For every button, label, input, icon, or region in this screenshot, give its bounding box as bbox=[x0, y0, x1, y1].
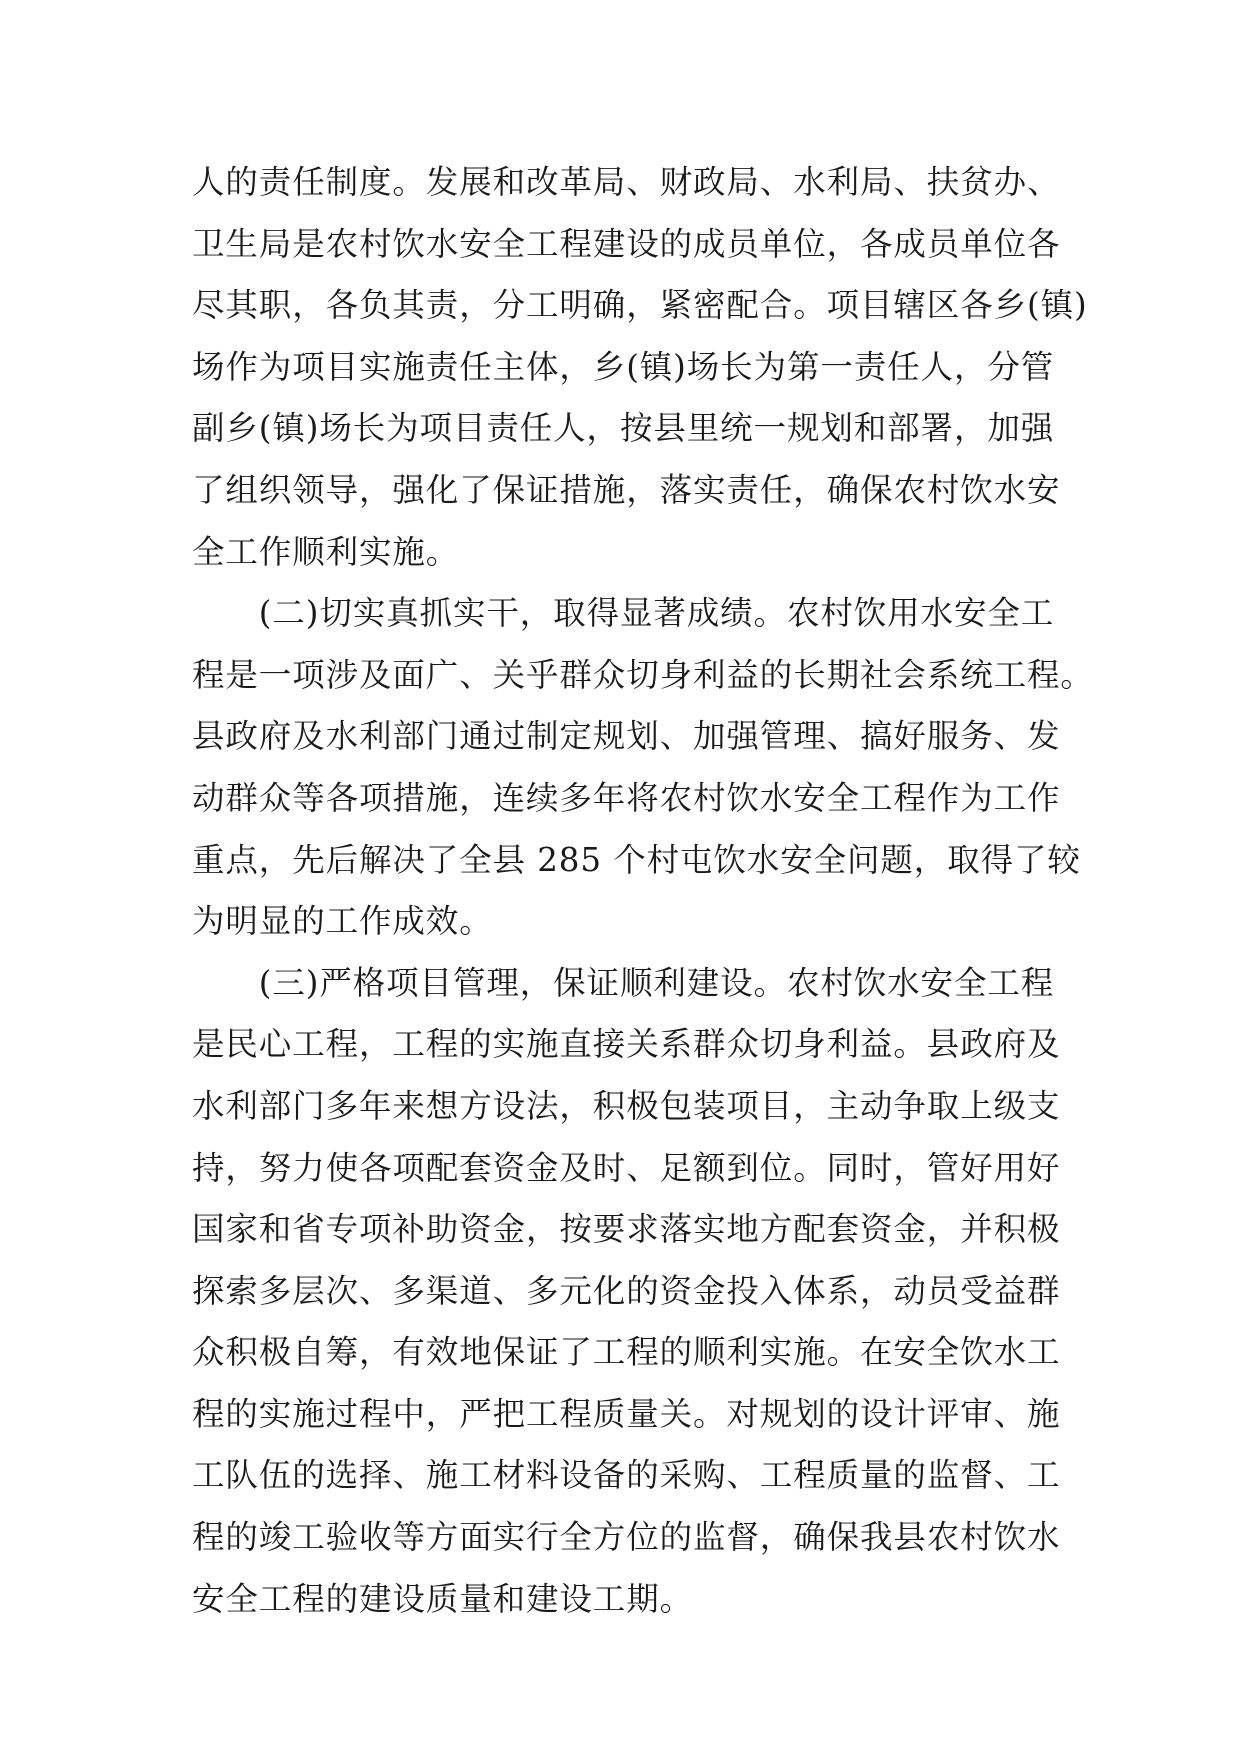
text-line: 水利部门多年来想方设法，积极包装项目，主动争取上级支 bbox=[192, 1086, 1061, 1125]
text-line: 尽其职，各负其责，分工明确，紧密配合。项目辖区各乡(镇) bbox=[192, 286, 1088, 325]
text-line: 众积极自筹，有效地保证了工程的顺利实施。在安全饮水工 bbox=[192, 1333, 1061, 1372]
text-line: 县政府及水利部门通过制定规划、加强管理、搞好服务、发 bbox=[192, 717, 1061, 756]
text-line: 探索多层次、多渠道、多元化的资金投入体系，动员受益群 bbox=[192, 1271, 1061, 1310]
text-line: 重点，先后解决了全县 285 个村屯饮水安全问题，取得了较 bbox=[192, 840, 1081, 879]
text-line: 了组织领导，强化了保证措施，落实责任，确保农村饮水安 bbox=[192, 470, 1061, 509]
text-line: 场作为项目实施责任主体，乡(镇)场长为第一责任人，分管 bbox=[192, 347, 1055, 386]
text-line: 安全工程的建设质量和建设工期。 bbox=[192, 1579, 694, 1618]
text-line: 人的责任制度。发展和改革局、财政局、水利局、扶贫办、 bbox=[192, 163, 1061, 201]
document-body bbox=[192, 152, 1094, 1630]
text-line: 程的实施过程中，严把工程质量关。对规划的设计评审、施 bbox=[192, 1394, 1061, 1433]
text-line: 国家和省专项补助资金，按要求落实地方配套资金，并积极 bbox=[192, 1210, 1061, 1249]
text-line: 为明显的工作成效。 bbox=[192, 902, 493, 941]
text-line: 程是一项涉及面广、关乎群众切身利益的长期社会系统工程。 bbox=[192, 655, 1094, 694]
text-line: 副乡(镇)场长为项目责任人，按县里统一规划和部署，加强 bbox=[192, 409, 1055, 448]
text-line: 动群众等各项措施，连续多年将农村饮水安全工程作为工作 bbox=[192, 778, 1061, 817]
text-line: 程的竣工验收等方面实行全方位的监督，确保我县农村饮水 bbox=[192, 1518, 1061, 1557]
text-line: 持，努力使各项配套资金及时、足额到位。同时，管好用好 bbox=[192, 1148, 1061, 1187]
text-line: 工队伍的选择、施工材料设备的采购、工程质量的监督、工 bbox=[192, 1456, 1061, 1495]
text-line: 全工作顺利实施。 bbox=[192, 532, 460, 571]
text-line: (三)严格项目管理，保证顺利建设。农村饮水安全工程 bbox=[192, 963, 1055, 1002]
text-line: 卫生局是农村饮水安全工程建设的成员单位，各成员单位各 bbox=[192, 224, 1061, 263]
text-line: 是民心工程，工程的实施直接关系群众切身利益。县政府及 bbox=[192, 1025, 1061, 1064]
text-line: (二)切实真抓实干，取得显著成绩。农村饮用水安全工 bbox=[192, 594, 1055, 633]
